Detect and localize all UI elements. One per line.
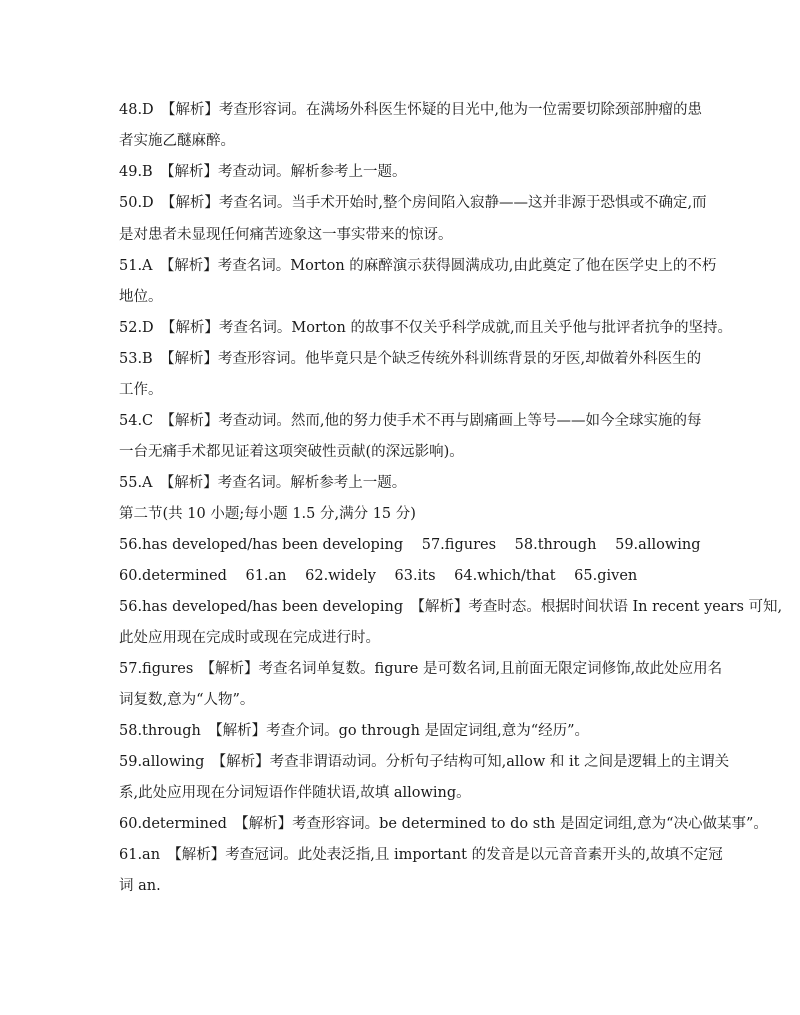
section-heading: 第二节(共 10 小题;每小题 1.5 分,满分 15 分) [119,506,416,522]
text-line: 49.B 【解析】考查动词。解析参考上一题。 [119,164,407,180]
answer-item: 57.figures [421,537,497,553]
answer-item: 58.through [514,537,597,553]
text-line: 工作。 [119,382,163,398]
text-line: 52.D 【解析】考查名词。Morton 的故事不仅关乎科学成就,而且关乎他与批评者抗争的坚持。 [119,320,733,336]
answer-key-row [119,567,699,585]
text-line: 51.A 【解析】考查名词。Morton 的麻醉演示获得圆满成功,由此奠定了他在医学史上的不朽 [119,258,717,274]
answer-item: 63.its [394,568,436,584]
answer-item: 65.given [574,568,638,584]
answer-item: 56.has developed/has been developing [119,537,404,553]
explanation-line: 61.an 【解析】考查冠词。此处表泛指,且 important 的发音是以元音音素开头的,故填不定冠 [119,847,723,863]
text-line: 地位。 [119,289,163,305]
text-line: 一台无痛手术都见证着这项突破性贡献(的深远影响)。 [119,444,464,460]
answer-item: 61.an [245,568,287,584]
explanation-line: 此处应用现在完成时或现在完成进行时。 [119,630,380,646]
explanation-line: 58.through 【解析】考查介词。go through 是固定词组,意为“经历”。 [119,723,590,739]
answer-item: 62.widely [305,568,376,584]
text-line: 者实施乙醚麻醉。 [119,133,235,149]
text-line: 是对患者未显现任何痛苦迹象这一事实带来的惊讶。 [119,227,453,243]
explanation-line: 56.has developed/has been developing 【解析】考查时态。根据时间状语 In recent years 可知, [119,599,783,615]
text-line: 54.C 【解析】考查动词。然而,他的努力使手术不再与剧痛画上等号——如今全球实施的每 [119,413,702,429]
explanation-line: 59.allowing 【解析】考查非谓语动词。分析句子结构可知,allow 和 it 之间是逻辑上的主谓关 [119,754,730,770]
answer-item: 59.allowing [615,537,701,553]
text-line: 48.D 【解析】考查形容词。在满场外科医生怀疑的目光中,他为一位需要切除颈部肿瘤的患 [119,102,703,118]
explanation-line: 60.determined 【解析】考查形容词。be determined to do sth 是固定词组,意为“决心做某事”。 [119,816,768,832]
answer-item: 64.which/that [454,568,556,584]
text-line: 53.B 【解析】考查形容词。他毕竟只是个缺乏传统外科训练背景的牙医,却做着外科医生的 [119,351,702,367]
explanation-line: 系,此处应用现在分词短语作伴随状语,故填 allowing。 [119,785,471,801]
explanation-line: 57.figures 【解析】考查名词单复数。figure 是可数名词,且前面无限定词修饰,故此处应用名 [119,661,723,677]
text-line: 50.D 【解析】考查名词。当手术开始时,整个房间陷入寂静——这并非源于恐惧或不确定,而 [119,195,707,211]
answer-key-row [119,536,699,554]
answer-item: 60.determined [119,568,227,584]
explanation-line: 词复数,意为“人物”。 [119,692,255,708]
explanation-line: 词 an. [119,878,161,894]
text-line: 55.A 【解析】考查名词。解析参考上一题。 [119,475,407,491]
